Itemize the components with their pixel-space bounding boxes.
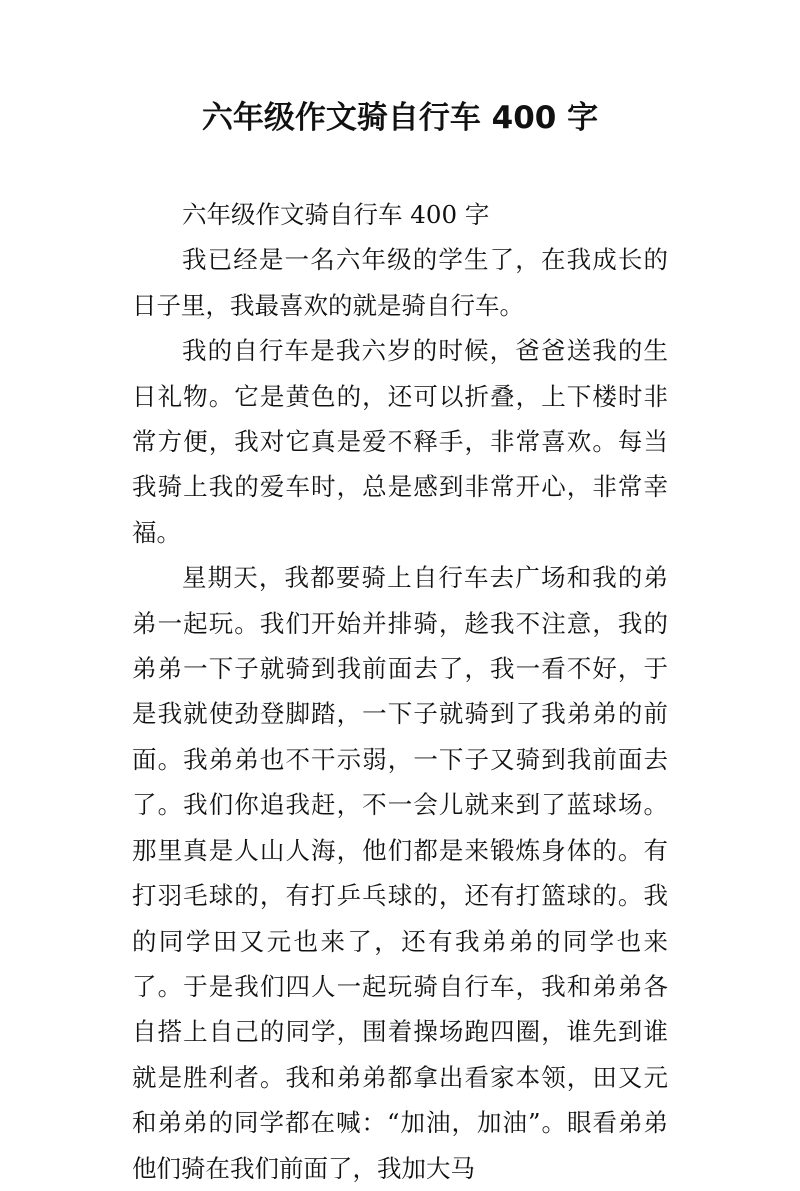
paragraph: 星期天，我都要骑上自行车去广场和我的弟弟一起玩。我们开始并排骑，趁我不注意，我的弟弟一下子就骑到我前面去了，我一看不好，于是我就使劲登脚踏，一下子就骑到了我弟弟的前面。我弟弟也不干示弱，一下子又骑到我前面去了。我们你追我赶，不一会儿就来到了蓝球场。那里真是人山人海，他们都是来锻炼身体的。有打羽毛球的，有打乒乓球的，还有打篮球的。我的同学田又元也来了，还有我弟弟的同学也来了。于是我们四人一起玩骑自行车，我和弟弟各自搭上自己的同学，围着操场跑四圈，谁先到谁就是胜利者。我和弟弟都拿出看家本领，田又元和弟弟的同学都在喊：“加油，加油”。眼看弟弟他们骑在我们前面了，我加大马 (132, 563, 668, 1183)
paragraph: 我的自行车是我六岁的时候，爸爸送我的生日礼物。它是黄色的，还可以折叠，上下楼时非常方便，我对它真是爱不释手，非常喜欢。每当我骑上我的爱车时，总是感到非常开心，非常幸福。 (132, 336, 668, 547)
page-title: 六年级作文骑自行车 400 字 (201, 100, 599, 136)
article-subtitle: 六年级作文骑自行车 400 字 (182, 200, 490, 229)
paragraph: 我已经是一名六年级的学生了，在我成长的日子里，我最喜欢的就是骑自行车。 (132, 245, 668, 320)
article-body (132, 192, 668, 1191)
